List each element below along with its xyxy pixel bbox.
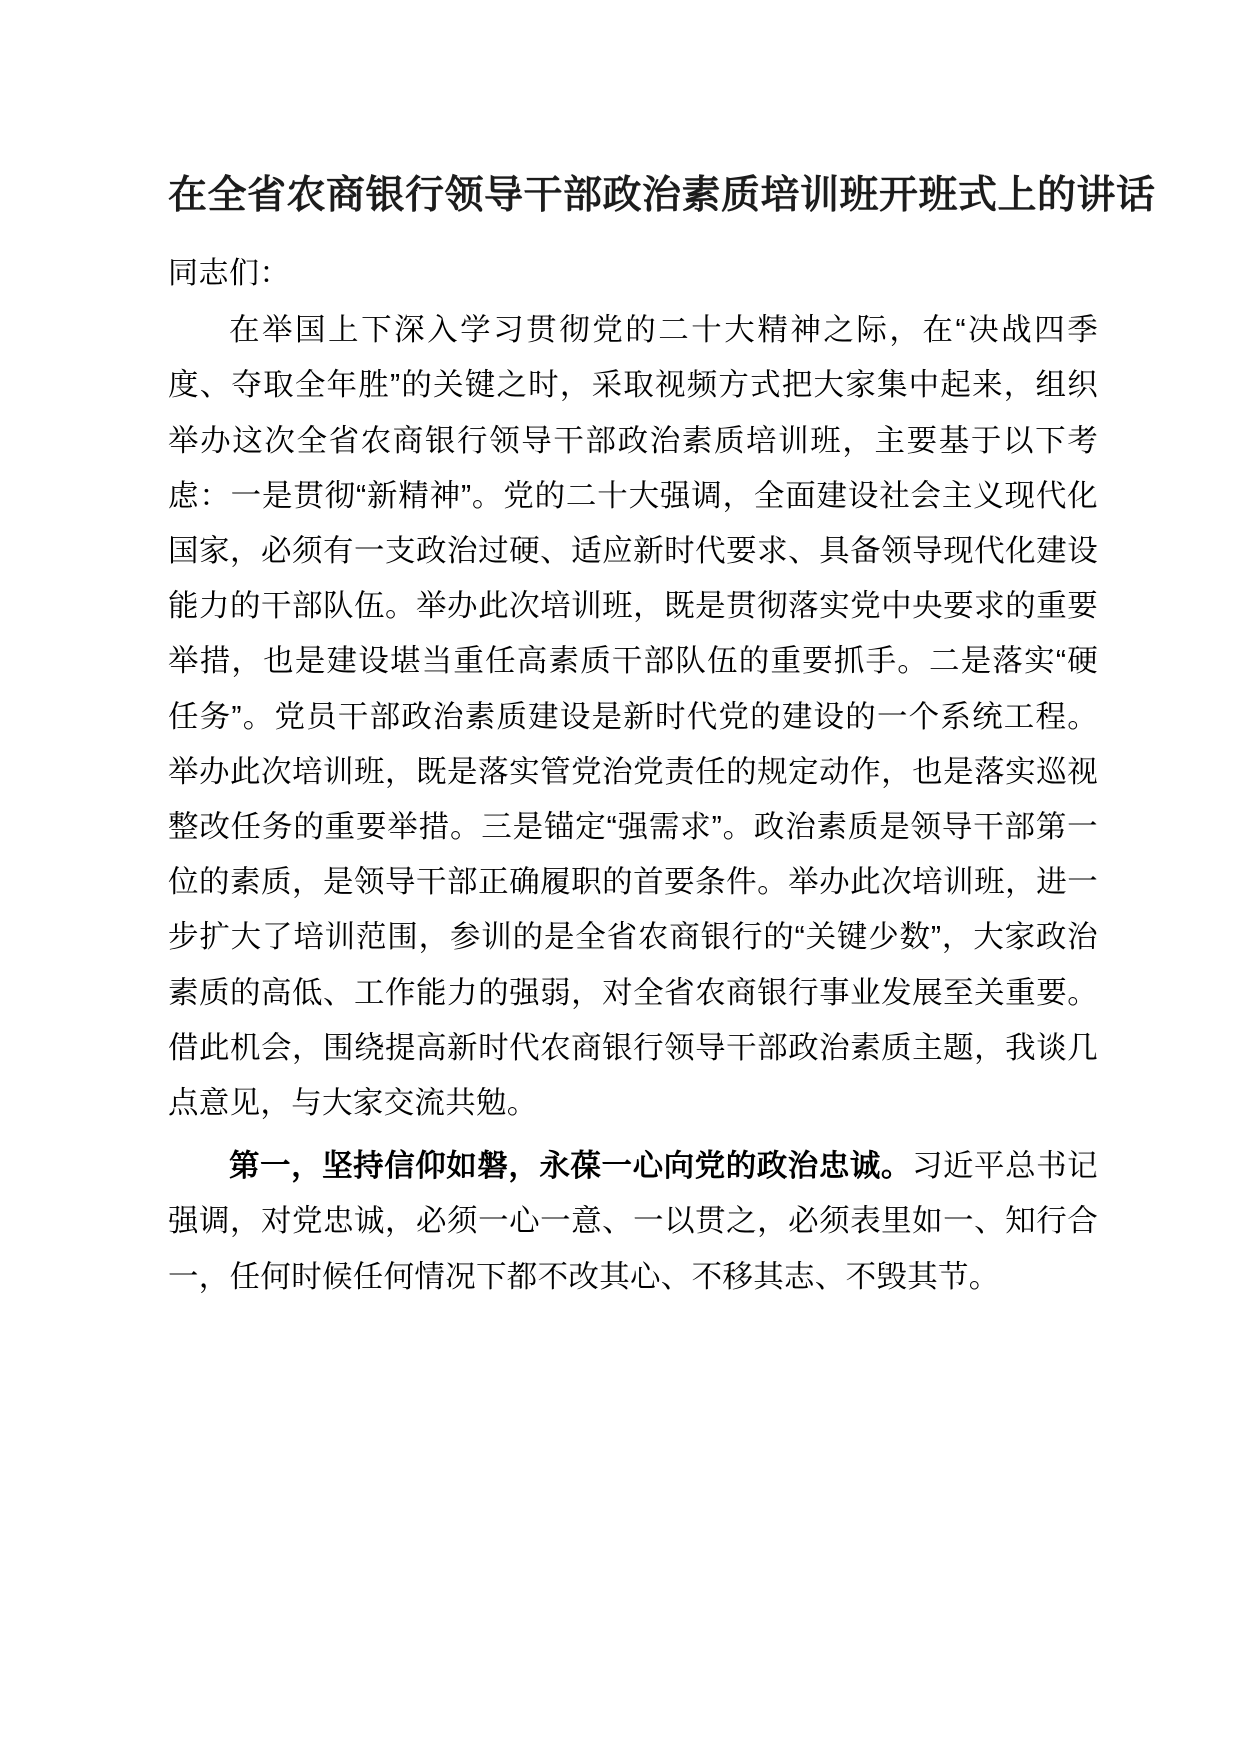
paragraph-spacer <box>168 1131 1098 1139</box>
section-one-heading: 第一，坚持信仰如磐，永葆一心向党的政治忠诚。 <box>229 1149 912 1184</box>
document-title: 在全省农商银行领导干部政治素质培训班开班式上的讲话 <box>168 174 1156 217</box>
section-one-body: 习近平总书记强调，对党忠诚，必须一心一意、一以贯之，必须表里如一、知行合一，任何时候任何情况下都不改其心、不移其志、不毁其节。 <box>168 1149 1098 1294</box>
salutation: 同志们： <box>168 256 290 290</box>
opening-paragraph: 在举国上下深入学习贯彻党的二十大精神之际，在“决战四季度、夺取全年胜”的关键之时，采取视频方式把大家集中起来，组织举办这次全省农商银行领导干部政治素质培训班，主要基于以下考虑：一是贯彻“新精神”。党的二十大强调，全面建设社会主义现代化国家，必须有一支政治过硬、适应新时代要求、具备领导现代化建设能力的干部队伍。举办此次培训班，既是贯彻落实党中央要求的重要举措，也是建设堪当重任高素质干部队伍的重要抓手。二是落实“硬任务”。党员干部政治素质建设是新时代党的建设的一个系统工程。举办此次培训班，既是落实管党治党责任的规定动作，也是落实巡视整改任务的重要举措。三是锚定“强需求”。政治素质是领导干部第一位的素质，是领导干部正确履职的首要条件。举办此次培训班，进一步扩大了培训范围，参训的是全省农商银行的“关键少数”，大家政治素质的高低、工作能力的强弱，对全省农商银行事业发展至关重要。借此机会，围绕提高新时代农商银行领导干部政治素质主题，我谈几点意见，与大家交流共勉。 <box>168 313 1098 1120</box>
section-one-paragraph <box>168 1139 1098 1305</box>
